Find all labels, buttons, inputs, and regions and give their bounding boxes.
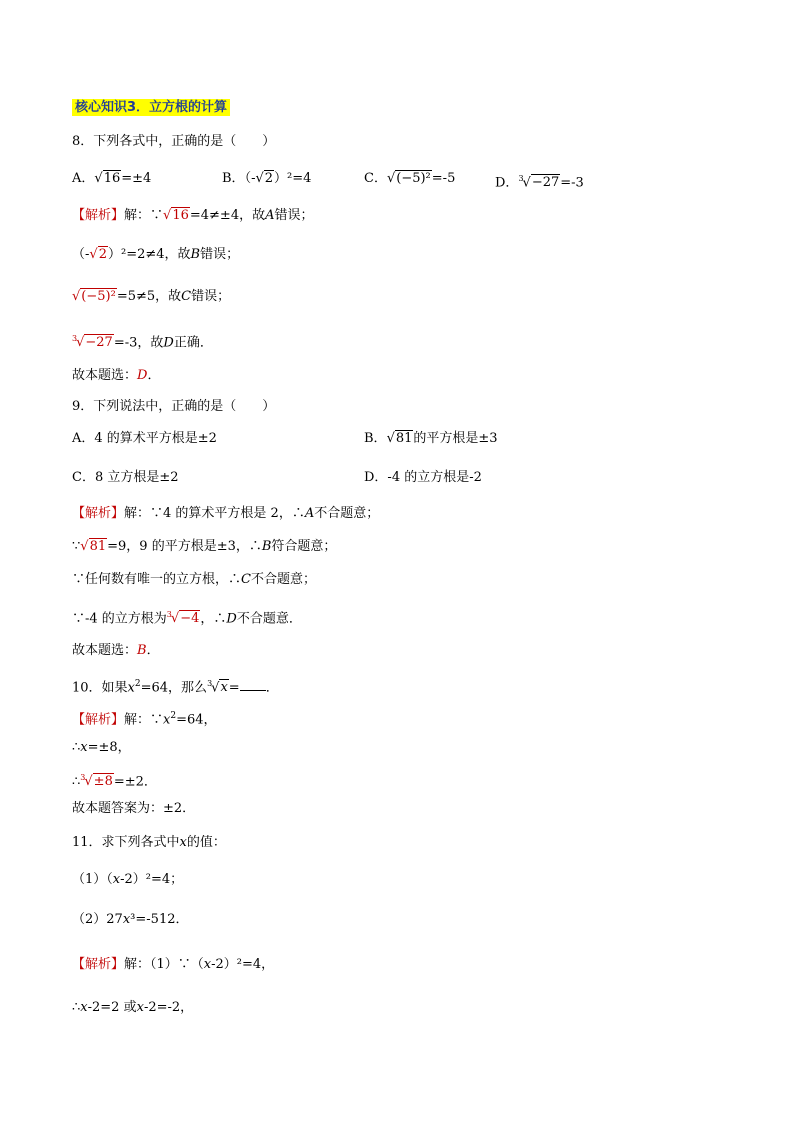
q11-part-2: （2）27x³=-512． xyxy=(72,912,189,927)
q8-option-b: B．（-√2）²=4 xyxy=(222,171,312,186)
q11-solution-line-1: 【解析】解：（1）∵（x-2）²=4， xyxy=(72,957,275,972)
q9-solution-line-3: ∵任何数有唯一的立方根，∴C不合题意； xyxy=(72,572,316,587)
q10-solution-line-3: ∴$^3$√±8=±2． xyxy=(72,773,157,790)
q8-option-a: A．√16=±4 xyxy=(72,171,152,186)
analysis-tag: 【解析】 xyxy=(72,208,125,223)
q9-option-c: C．8 立方根是±2 xyxy=(72,470,179,485)
q8-option-d: D．$^3$√−27=-3 xyxy=(495,174,584,191)
analysis-tag: 【解析】 xyxy=(72,506,125,521)
q8-solution-line-2: （-√2）²=2≠4，故B错误； xyxy=(72,247,240,262)
q9-option-d: D．-4 的立方根是-2 xyxy=(364,470,482,485)
analysis-tag: 【解析】 xyxy=(72,712,125,728)
q11-solution-line-2: ∴x-2=2 或x-2=-2， xyxy=(72,1000,194,1015)
q10-solution-line-2: ∴x=±8， xyxy=(72,740,131,755)
q9-option-b: B．√81的平方根是±3 xyxy=(364,431,498,446)
q8-answer: 故本题选：D． xyxy=(72,368,161,383)
answer-blank xyxy=(240,678,266,691)
heading-highlight: 核心知识3．立方根的计算 xyxy=(72,99,230,116)
q11-part-1: （1）（x-2）²=4； xyxy=(72,872,184,887)
q10-answer: 故本题答案为：±2． xyxy=(72,801,196,816)
q9-option-a: A．4 的算术平方根是±2 xyxy=(72,431,217,446)
analysis-tag: 【解析】 xyxy=(72,957,125,972)
q8-solution-line-3: √(−5)²=5≠5，故C错误； xyxy=(72,289,231,304)
section-heading xyxy=(72,99,230,117)
q9-solution-line-1: 【解析】解：∵4 的算术平方根是 2，∴A不合题意； xyxy=(72,506,380,521)
q10-solution-line-1: 【解析】解：$\because x^2=64$， xyxy=(72,711,217,728)
q11-stem: 11．求下列各式中x的值： xyxy=(72,835,226,850)
q10-stem: 10．如果$x^2=64$，那么$^3$√x= ． xyxy=(72,679,279,696)
q8-solution-line-4: $^3$√−27=-3，故D正确． xyxy=(72,334,213,351)
q9-solution-line-4: ∵-4 的立方根为$^3$√−4，∴D不合题意． xyxy=(72,610,302,627)
q8-solution-line-1: 【解析】解：∵√16=4≠±4，故A错误； xyxy=(72,208,314,223)
q9-solution-line-2: ∵√81=9，9 的平方根是±3，∴B符合题意； xyxy=(72,539,337,554)
q9-answer: 故本题选：B． xyxy=(72,643,160,658)
q8-option-c: C．√(−5)²=-5 xyxy=(364,171,456,186)
q8-stem: 8．下列各式中，正确的是（ ） xyxy=(72,134,276,149)
q9-stem: 9．下列说法中，正确的是（ ） xyxy=(72,399,276,414)
